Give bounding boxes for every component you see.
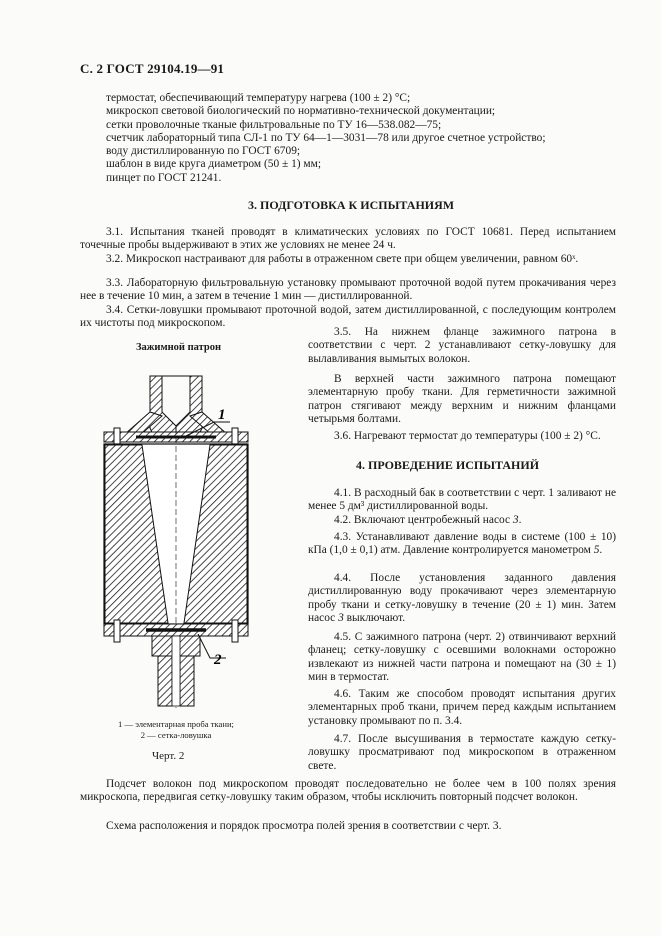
paragraph-4-3 <box>308 531 616 558</box>
materials-item: пинцет по ГОСТ 21241. <box>106 171 222 184</box>
paragraph-field-scheme: Схема расположения и порядок просмотра полей зрения в соответствии с черт. 3. <box>106 820 502 832</box>
clamping-chuck-drawing <box>96 358 256 718</box>
materials-list <box>106 92 626 185</box>
paragraph-4-4-end: выключают. <box>343 611 406 624</box>
materials-item: сетки проволочные тканые фильтровальные по ТУ 16—538.082—75; <box>106 118 442 131</box>
materials-item: микроскоп световой биологический по нормативно-технической документации; <box>106 105 496 118</box>
paragraph-4-7: 4.7. После высушивания в термостате каждую сетку-ловушку просматривают под микроскопом в отраженном свете. <box>308 733 616 772</box>
legend-1-number: 1 <box>118 719 123 729</box>
callout-1-label: 1 <box>218 407 226 423</box>
paragraph-fiber-count: Подсчет волокон под микроскопом проводят последовательно не более чем в 100 полях зрения микроскопа, передвигая сетку-ловушку таким образом, чтобы исключить повторный подсчет волокон. <box>80 778 616 804</box>
pump-number: 3 <box>338 611 344 624</box>
paragraph-3-4: 3.4. Сетки-ловушки промывают проточной водой, затем дистиллированной, с последующим контролем их чистоты под микроскопом. <box>80 304 616 330</box>
paragraph-4-1: 4.1. В расходный бак в соответствии с черт. 1 заливают не менее 5 дм³ дистиллированной воды. <box>308 487 616 513</box>
paragraph-4-2 <box>308 514 616 527</box>
materials-item: счетчик лабораторный типа СЛ-1 по ТУ 64—1—3031—78 или другое счетное устройство; <box>106 131 546 144</box>
paragraph-3-2: 3.2. Микроскоп настраивают для работы в отраженном свете при общем увеличении, равном 60ˣ. <box>106 253 579 265</box>
paragraph-3-1: 3.1. Испытания тканей проводят в климатических условиях по ГОСТ 10681. Перед испытанием точечные пробы выдерживают в этих же условиях не менее 24 ч. <box>80 226 616 252</box>
paragraph-4-6: 4.6. Таким же способом проводят испытания других элементарных проб ткани, причем перед каждым испытанием установку промывают по п. 3.4. <box>308 688 616 727</box>
paragraph-3-5: 3.5. На нижнем фланце зажимного патрона в соответствии с черт. 2 устанавливают сетку-ловушку для вылавливания вымытых волокон. <box>308 326 616 365</box>
materials-item: воду дистиллированную по ГОСТ 6709; <box>106 145 301 158</box>
paragraph-4-3-text: 4.3. Устанавливают давление воды в системе (100 ± 10) кПа (1,0 ± 0,1) атм. Давление контролируется манометром <box>308 531 616 557</box>
section-4-title: 4. ПРОВЕДЕНИЕ ИСПЫТАНИЙ <box>356 458 540 472</box>
figure-legend <box>100 719 252 741</box>
legend-1-text: — элементарная проба ткани; <box>122 719 234 729</box>
paragraph-3-3: 3.3. Лабораторную фильтровальную установку промывают проточной водой путем прокачивания через нее в течение 10 мин, а затем в течение 1 мин — дистиллированной. <box>80 277 616 303</box>
paragraph-4-2-text: 4.2. Включают центробежный насос <box>334 514 513 526</box>
paragraph-3-5-continued: В верхней части зажимного патрона помещают элементарную пробу ткани. Для герметичности зажимной патрон стягивают между верхним и нижним фланцами четырьмя болтами. <box>308 373 616 425</box>
paragraph-3-6: 3.6. Нагревают термостат до температуры (100 ± 2) °С. <box>334 430 601 442</box>
materials-item: шаблон в виде круга диаметром (50 ± 1) мм; <box>106 158 322 171</box>
legend-2-number: 2 <box>140 730 146 740</box>
pump-number: 3 <box>512 514 519 526</box>
page-header: С. 2 ГОСТ 29104.19—91 <box>80 61 225 76</box>
legend-2-text: — сетка-ловушка <box>145 730 212 740</box>
paragraph-4-3-end: . <box>599 544 603 557</box>
materials-item: термостат, обеспечивающий температуру нагрева (100 ± 2) °С; <box>106 92 411 104</box>
bottom-nozzle <box>152 636 200 706</box>
section-3-title: 3. ПОДГОТОВКА К ИСПЫТАНИЯМ <box>248 198 455 212</box>
figure-caption: Черт. 2 <box>152 750 185 762</box>
paragraph-4-4-text: 4.4. После установления заданного давления дистиллированную воду прокачивают через элементарную пробу ткани и сетку-ловушку в течение (20 ± 1) мин. Затем насос <box>308 572 616 624</box>
figure-title: Зажимной патрон <box>136 342 222 353</box>
paragraph-4-4 <box>308 572 616 625</box>
manometer-number: 5 <box>593 544 600 557</box>
paragraph-4-2-end: . <box>518 514 522 526</box>
callout-2-label: 2 <box>214 652 222 668</box>
paragraph-4-5: 4.5. С зажимного патрона (черт. 2) отвинчивают верхний фланец; сетку-ловушку с осевшими волокнами осторожно извлекают из нижней части патрона и помещают на (30 ± 1) мин в термостат. <box>308 631 616 683</box>
